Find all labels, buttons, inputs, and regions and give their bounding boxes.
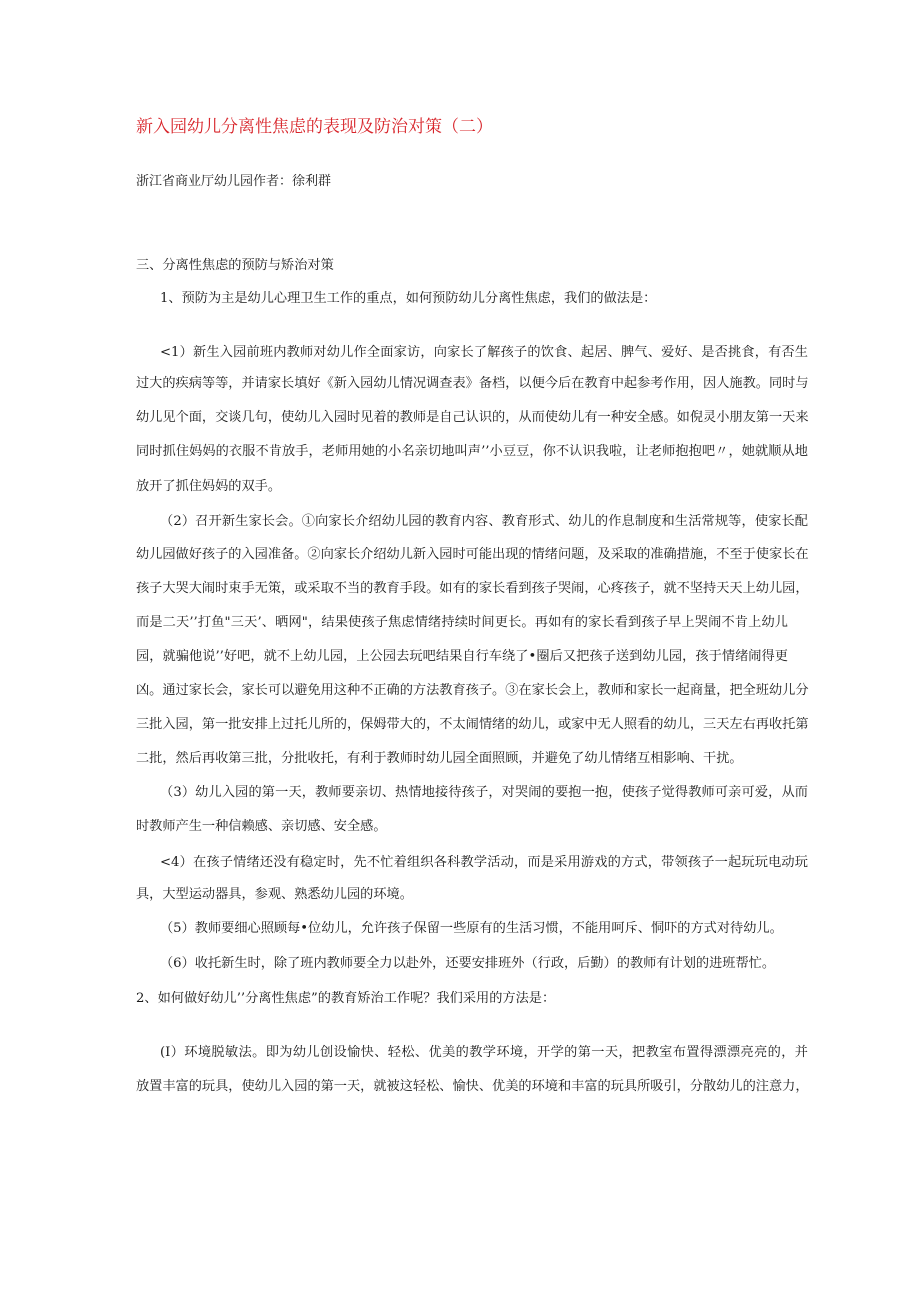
paragraph-line: 凶。通过家长会，家长可以避免用这种不正确的方法教育孩子。③在家长会上，教师和家长一起商量，把全班幼儿分: [136, 683, 809, 698]
paragraph-line: 时教师产生一种信赖感、亲切感、安全感。: [136, 819, 387, 834]
document-author: 浙江省商业厅幼儿园作者：徐利群: [136, 174, 332, 189]
paragraph-line: 园，就骗他说’’好吧，就不上幼儿园，上公园去玩吧结果自行车绕了•圈后又把孩子送到幼儿园，孩于情绪闹得更: [136, 649, 788, 664]
paragraph-line: <1）新生入园前班内教师对幼儿作全面家访，向家长了解孩子的饮食、起居、脾气、爱好、是否挑食，有否生: [160, 345, 808, 360]
paragraph-line: 孩子大哭大闹时束手无策，或采取不当的教育手段。如有的家长看到孩子哭闹，心疼孩子，就不坚持天天上幼儿园，: [136, 581, 809, 596]
paragraph-line: 三批入园，第一批安排上过托儿所的，保姆带大的，不太闹情绪的幼儿，或家中无人照看的幼儿，三天左右再收托第: [136, 717, 809, 732]
paragraph-line: 放开了抓住妈妈的双手。: [136, 479, 282, 494]
document-title: 新入园幼儿分离性焦虑的表现及防治对策（二）: [136, 117, 493, 137]
paragraph-line: （5）教师要细心照顾每•位幼儿，允许孩子保留一些原有的生活习惯，不能用呵斥、恫吓的方式对待幼儿。: [160, 921, 783, 936]
section-heading: 三、分离性焦虑的预防与矫治对策: [136, 258, 334, 273]
paragraph-line: 幼儿园做好孩子的入园准备。②向家长介绍幼儿新入园时可能出现的情绪问题，及采取的准确措施，不至于使家长在: [136, 547, 809, 562]
paragraph-line: 同时抓住妈妈的衣服不肯放手，老师用她的小名亲切地叫声’’小豆豆，你不认识我啦，让老师抱抱吧〃，她就顺从地: [136, 444, 808, 459]
paragraph-line: 2、如何做好幼儿’’分离性焦虑”的教育矫治工作呢？我们采用的方法是：: [136, 991, 556, 1006]
paragraph-line: 过大的疾病等等，并请家长填好《新入园幼儿情况调查表》备档，以便今后在教育中起参考作用，因人施教。同时与: [136, 376, 809, 391]
paragraph-line: （6）收托新生时，除了班内教师要全力以赴外，还要安排班外（行政，后勤）的教师有计划的进班帮忙。: [160, 956, 776, 971]
paragraph-line: 具，大型运动器具，参观、熟悉幼儿园的环境。: [136, 887, 413, 902]
paragraph-line: (I）环境脱敏法。即为幼儿创设愉快、轻松、优美的教学环境，开学的第一天，把教室布置得漂漂亮亮的，并: [160, 1045, 808, 1060]
paragraph-line: （2）召开新生家长会。①向家长介绍幼儿园的教育内容、教育形式、幼儿的作息制度和生活常规等，使家长配: [160, 514, 808, 529]
paragraph-line: 幼儿见个面，交谈几句，使幼儿入园时见着的教师是自己认识的，从而使幼儿有一种安全感。如倪灵小朋友第一天来: [136, 410, 809, 425]
paragraph-line: 二批，然后再收第三批，分批收托，有利于教师时幼儿园全面照顾，并避免了幼儿情绪互相影响、干扰。: [136, 751, 743, 766]
paragraph-line: 放置丰富的玩具，使幼儿入园的第一天，就被这轻松、愉快、优美的环境和丰富的玩具所吸引，分散幼儿的注意力，: [136, 1079, 809, 1094]
paragraph-line: <4）在孩子情绪还没有稳定时，先不忙着组织各科教学活动，而是采用游戏的方式，带领孩子一起玩玩电动玩: [160, 855, 808, 870]
paragraph-line: 而是二天’’打鱼"三天’、晒网"，结果使孩子焦虑情绪持续时间更长。再如有的家长看到孩子早上哭闹不肯上幼儿: [136, 615, 788, 630]
paragraph-line: （3）幼儿入园的第一天，教师要亲切、热情地接待孩子，对哭闹的要抱一抱，使孩子觉得教师可亲可爱，从而: [160, 785, 808, 800]
paragraph-line: 1、预防为主是幼儿心理卫生工作的重点，如何预防幼儿分离性焦虑，我们的做法是：: [160, 291, 657, 306]
